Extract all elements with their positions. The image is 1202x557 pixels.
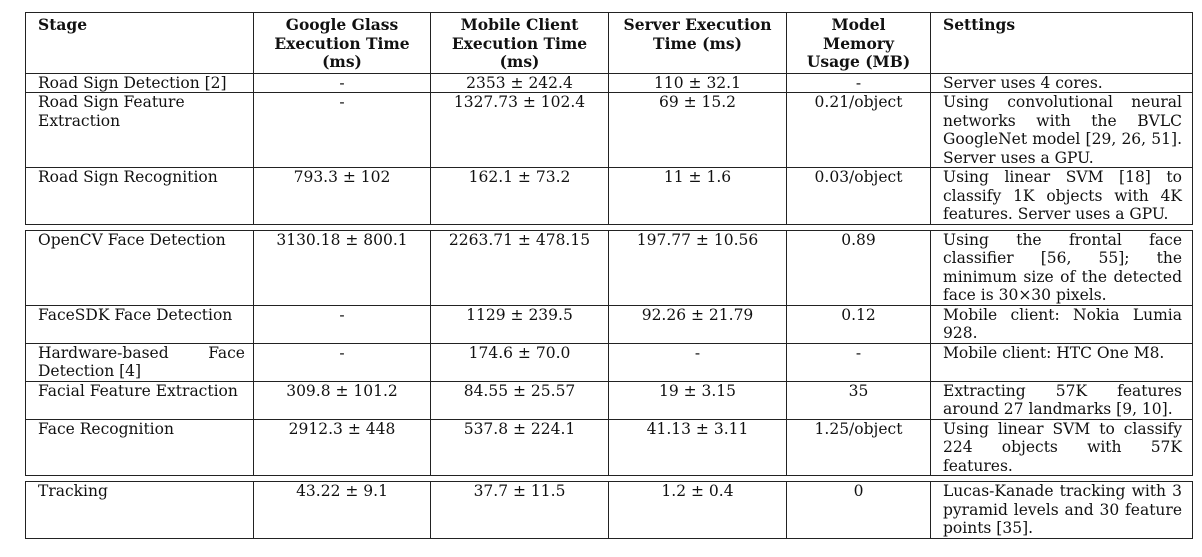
- server-cell: 19 ± 3.15: [609, 381, 787, 419]
- mobile-cell: 1327.73 ± 102.4: [431, 93, 609, 168]
- header-settings: Settings: [931, 13, 1193, 74]
- stage-text: Hardware-based: [38, 343, 169, 362]
- settings-cell: Using linear SVM [18] to classify 1K objects with 4K features. Server uses a GPU.: [931, 168, 1193, 225]
- header-server-time: Server Execution Time (ms): [609, 13, 787, 74]
- memory-cell: 0.03/object: [787, 168, 931, 225]
- table-row: [26, 343, 1193, 381]
- memory-cell: 0.12: [787, 305, 931, 343]
- memory-cell: 0: [787, 482, 931, 539]
- mobile-cell: 37.7 ± 11.5: [431, 482, 609, 539]
- mobile-cell: 2263.71 ± 478.15: [431, 230, 609, 305]
- settings-cell: Mobile client: HTC One M8.: [931, 343, 1193, 381]
- glass-cell: -: [254, 305, 431, 343]
- server-cell: 69 ± 15.2: [609, 93, 787, 168]
- server-cell: 92.26 ± 21.79: [609, 305, 787, 343]
- table-row: [26, 73, 1193, 93]
- header-row: [26, 13, 1193, 74]
- stage-cell: Facial Feature Extraction: [26, 381, 254, 419]
- table-row: [26, 230, 1193, 305]
- stage-cell: FaceSDK Face Detection: [26, 305, 254, 343]
- settings-cell: Mobile client: Nokia Lumia 928.: [931, 305, 1193, 343]
- memory-cell: 35: [787, 381, 931, 419]
- mobile-cell: 537.8 ± 224.1: [431, 419, 609, 476]
- settings-cell: Using convolutional neural networks with the BVLC GoogleNet model [29, 26, 51]. Server uses a GPU.: [931, 93, 1193, 168]
- mobile-cell: 174.6 ± 70.0: [431, 343, 609, 381]
- table-row: [26, 482, 1193, 539]
- glass-cell: 3130.18 ± 800.1: [254, 230, 431, 305]
- glass-cell: 43.22 ± 9.1: [254, 482, 431, 539]
- server-cell: 110 ± 32.1: [609, 73, 787, 93]
- memory-cell: 0.89: [787, 230, 931, 305]
- stage-text: Detection [4]: [38, 362, 142, 380]
- table-row: [26, 381, 1193, 419]
- table-row: [26, 93, 1193, 168]
- glass-cell: -: [254, 73, 431, 93]
- settings-cell: Using the frontal face classifier [56, 55]; the minimum size of the detected face is 30×30 pixels.: [931, 230, 1193, 305]
- stage-cell: Face Recognition: [26, 419, 254, 476]
- stage-cell: Road Sign Recognition: [26, 168, 254, 225]
- settings-cell: Lucas-Kanade tracking with 3 pyramid levels and 30 feature points [35].: [931, 482, 1193, 539]
- glass-cell: -: [254, 343, 431, 381]
- stage-cell: [26, 343, 254, 381]
- memory-cell: 0.21/object: [787, 93, 931, 168]
- table-row: [26, 419, 1193, 476]
- server-cell: 197.77 ± 10.56: [609, 230, 787, 305]
- settings-cell: Extracting 57K features around 27 landmarks [9, 10].: [931, 381, 1193, 419]
- stage-cell: OpenCV Face Detection: [26, 230, 254, 305]
- settings-cell: Server uses 4 cores.: [931, 73, 1193, 93]
- results-table: [25, 12, 1192, 539]
- server-cell: 41.13 ± 3.11: [609, 419, 787, 476]
- stage-text: Face: [208, 343, 245, 362]
- memory-cell: -: [787, 343, 931, 381]
- stage-cell: Road Sign Feature Extraction: [26, 93, 254, 168]
- glass-cell: 793.3 ± 102: [254, 168, 431, 225]
- server-cell: -: [609, 343, 787, 381]
- stage-cell: Tracking: [26, 482, 254, 539]
- stage-cell: Road Sign Detection [2]: [26, 73, 254, 93]
- server-cell: 11 ± 1.6: [609, 168, 787, 225]
- mobile-cell: 162.1 ± 73.2: [431, 168, 609, 225]
- glass-cell: 309.8 ± 101.2: [254, 381, 431, 419]
- server-cell: 1.2 ± 0.4: [609, 482, 787, 539]
- glass-cell: 2912.3 ± 448: [254, 419, 431, 476]
- header-glass-time: Google Glass Execution Time (ms): [254, 13, 431, 74]
- header-mobile-time: Mobile Client Execution Time (ms): [431, 13, 609, 74]
- header-memory: Model Memory Usage (MB): [787, 13, 931, 74]
- memory-cell: -: [787, 73, 931, 93]
- header-stage: Stage: [26, 13, 254, 74]
- mobile-cell: 1129 ± 239.5: [431, 305, 609, 343]
- mobile-cell: 84.55 ± 25.57: [431, 381, 609, 419]
- table-row: [26, 305, 1193, 343]
- memory-cell: 1.25/object: [787, 419, 931, 476]
- table-row: [26, 168, 1193, 225]
- glass-cell: -: [254, 93, 431, 168]
- mobile-cell: 2353 ± 242.4: [431, 73, 609, 93]
- settings-cell: Using linear SVM to classify 224 objects with 57K features.: [931, 419, 1193, 476]
